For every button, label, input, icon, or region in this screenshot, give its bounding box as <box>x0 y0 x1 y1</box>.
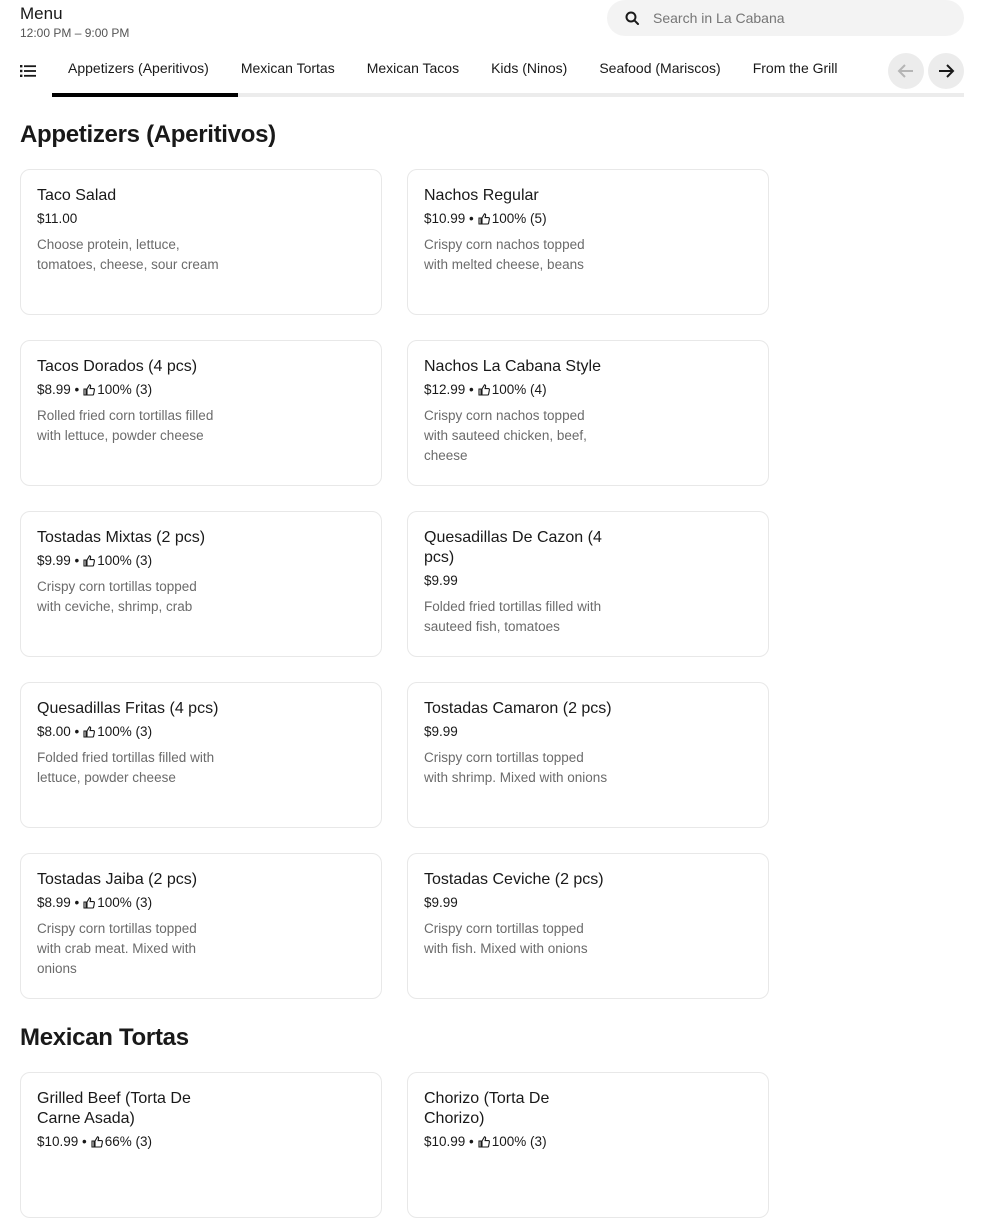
menu-title: Menu <box>20 4 63 23</box>
menu-item-price: $8.99 <box>37 895 71 910</box>
thumb-up-icon <box>91 1136 103 1148</box>
tab-mexican-tacos[interactable]: Mexican Tacos <box>366 60 460 76</box>
menu-item-name: Chorizo (Torta De Chorizo) <box>424 1090 550 1127</box>
search-icon <box>625 11 639 25</box>
menu-item-description: Crispy corn tortillas topped with fish. Mixed with onions <box>424 921 588 956</box>
thumb-up-icon <box>83 555 95 567</box>
menu-hours: 12:00 PM – 9:00 PM <box>20 26 130 40</box>
scroll-next-button[interactable] <box>928 53 964 89</box>
menu-item-meta <box>37 1134 365 1150</box>
menu-item-price: $10.99 <box>424 1134 466 1149</box>
menu-item-rating: 100% (5) <box>491 211 547 226</box>
menu-item-card[interactable] <box>407 682 769 828</box>
thumb-up-icon <box>478 1136 490 1148</box>
menu-item-name: Taco Salad <box>37 187 117 204</box>
thumb-up-icon <box>478 213 490 225</box>
menu-item-description: Crispy corn tortillas topped with shrimp. Mixed with onions <box>424 750 608 785</box>
menu-item-price: $12.99 <box>424 382 466 397</box>
menu-item-price: $9.99 <box>424 724 458 739</box>
menu-item-rating: 100% (3) <box>491 1134 547 1149</box>
separator-dot: • <box>465 382 474 397</box>
menu-item-price: $10.99 <box>37 1134 79 1149</box>
menu-item-meta <box>424 211 752 227</box>
menu-item-name: Quesadillas Fritas (4 pcs) <box>37 700 219 717</box>
separator-dot: • <box>70 553 80 568</box>
arrow-left-icon <box>898 64 914 78</box>
menu-item-price: $11.00 <box>37 211 78 226</box>
menu-item-meta <box>37 211 365 227</box>
menu-item-description: Rolled fried corn tortillas filled with lettuce, powder cheese <box>37 408 214 443</box>
menu-item-rating: 100% (3) <box>97 382 153 397</box>
tab-seafood[interactable]: Seafood (Mariscos) <box>599 60 721 76</box>
menu-item-description: Crispy corn tortillas topped with crab meat. Mixed with onions <box>37 921 197 976</box>
tab-list <box>52 50 888 97</box>
menu-item-meta <box>424 1134 752 1150</box>
menu-item-name: Tostadas Mixtas (2 pcs) <box>37 529 206 546</box>
tab-mexican-tortas[interactable]: Mexican Tortas <box>240 60 335 76</box>
menu-item-meta <box>424 382 752 398</box>
menu-item-price: $10.99 <box>424 211 466 226</box>
menu-item-rating: 100% (3) <box>97 724 153 739</box>
scroll-prev-button[interactable] <box>888 53 924 89</box>
menu-item-name: Quesadillas De Cazon (4 pcs) <box>424 529 602 566</box>
menu-item-name: Tostadas Jaiba (2 pcs) <box>37 871 198 888</box>
tabs-scroller <box>52 50 888 97</box>
menu-item-card[interactable] <box>407 511 769 657</box>
menu-item-price: $9.99 <box>424 573 458 588</box>
menu-item-card[interactable] <box>20 340 382 486</box>
thumb-up-icon <box>83 726 95 738</box>
separator-dot: • <box>70 382 80 397</box>
menu-item-description: Folded fried tortillas filled with sauteed fish, tomatoes <box>424 599 602 634</box>
menu-item-meta <box>424 573 752 589</box>
menu-item-meta <box>424 895 752 911</box>
tab-from-the-grill[interactable]: From the Grill <box>752 60 838 76</box>
section-title: Mexican Tortas <box>20 1024 189 1051</box>
separator-dot: • <box>70 724 80 739</box>
menu-item-price: $8.99 <box>37 382 71 397</box>
menu-item-card[interactable] <box>20 1072 382 1218</box>
section-title: Appetizers (Aperitivos) <box>20 121 276 148</box>
menu-item-card[interactable] <box>407 1072 769 1218</box>
menu-item-name: Tostadas Ceviche (2 pcs) <box>424 871 604 888</box>
search-input[interactable] <box>651 9 935 27</box>
category-nav <box>0 50 984 98</box>
menu-item-rating: 100% (4) <box>491 382 547 397</box>
menu-item-card[interactable] <box>20 169 382 315</box>
menu-item-name: Nachos Regular <box>424 187 539 204</box>
menu-item-rating: 66% (3) <box>104 1134 153 1149</box>
tab-appetizers[interactable]: Appetizers (Aperitivos) <box>68 60 209 76</box>
menu-item-card[interactable] <box>20 853 382 999</box>
menu-item-meta <box>37 895 365 911</box>
menu-item-rating: 100% (3) <box>97 553 153 568</box>
search-bar[interactable] <box>607 0 964 36</box>
separator-dot: • <box>465 211 474 226</box>
menu-item-name: Grilled Beef (Torta De Carne Asada) <box>37 1090 191 1127</box>
menu-item-description: Folded fried tortillas filled with lettuce, powder cheese <box>37 750 215 785</box>
store-header <box>20 4 129 40</box>
separator-dot: • <box>78 1134 87 1149</box>
menu-item-meta <box>424 724 752 740</box>
menu-item-card[interactable] <box>407 340 769 486</box>
menu-item-card[interactable] <box>20 511 382 657</box>
menu-item-description: Choose protein, lettuce, tomatoes, cheese, sour cream <box>37 237 219 272</box>
menu-item-card[interactable] <box>20 682 382 828</box>
menu-item-description: Crispy corn tortillas topped with ceviche, shrimp, crab <box>37 579 197 614</box>
menu-item-meta <box>37 382 365 398</box>
list-icon[interactable] <box>20 64 36 78</box>
thumb-up-icon <box>83 384 95 396</box>
arrow-right-icon <box>938 64 954 78</box>
menu-item-meta <box>37 724 365 740</box>
menu-item-price: $8.00 <box>37 724 71 739</box>
menu-item-rating: 100% (3) <box>97 895 153 910</box>
separator-dot: • <box>465 1134 474 1149</box>
thumb-up-icon <box>83 897 95 909</box>
menu-item-description: Crispy corn nachos topped with sauteed chicken, beef, cheese <box>424 408 587 463</box>
menu-item-name: Nachos La Cabana Style <box>424 358 601 375</box>
menu-item-description: Crispy corn nachos topped with melted cheese, beans <box>424 237 585 272</box>
menu-item-name: Tacos Dorados (4 pcs) <box>37 358 198 375</box>
menu-item-price: $9.99 <box>37 553 71 568</box>
tab-kids[interactable]: Kids (Ninos) <box>491 60 568 76</box>
separator-dot: • <box>70 895 80 910</box>
menu-item-price: $9.99 <box>424 895 458 910</box>
menu-item-card[interactable] <box>407 169 769 315</box>
menu-item-card[interactable] <box>407 853 769 999</box>
thumb-up-icon <box>478 384 490 396</box>
menu-item-meta <box>37 553 365 569</box>
menu-item-name: Tostadas Camaron (2 pcs) <box>424 700 612 717</box>
